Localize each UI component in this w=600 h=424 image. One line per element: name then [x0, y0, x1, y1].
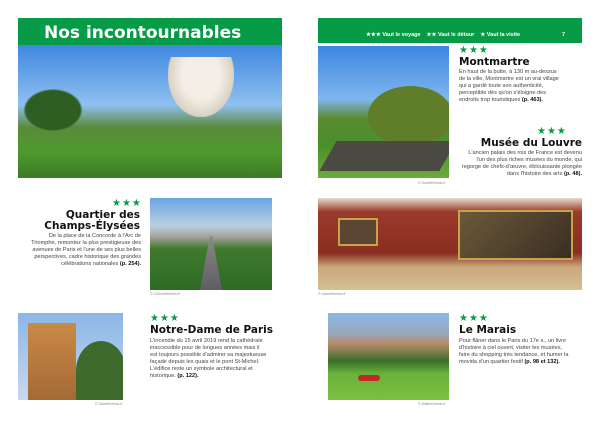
photo-credit: © Gardel/hemis.fr	[418, 181, 446, 185]
rating-stars: ★★★	[112, 198, 142, 209]
page-number: 7	[562, 32, 566, 38]
legend-item: ★★★ Vaut le voyage	[366, 32, 421, 38]
site-description: De la place de la Concorde à l'Arc de Triomphe, remontez la plus prestigieuse des avenues de Paris et l'une de ses plus belles perspectives, cadre historique des grandes célébrations nationales (p. 254).	[31, 233, 141, 267]
montmartre-photo	[318, 46, 449, 178]
right-header-bar	[318, 18, 582, 43]
notre-dame-photo	[18, 313, 123, 400]
site-title-champs-elysees: Quartier des Champs-Élysées	[44, 209, 140, 232]
site-title-montmartre: Montmartre	[459, 56, 530, 68]
site-description: En haut de la butte, à 130 m au-dessus de la ville, Montmartre est un vrai village qui a gardé toute son authenticité, perceptible dès qu'on s'éloigne des endroits trop touristiques (p. 463).	[459, 69, 559, 103]
site-title-louvre: Musée du Louvre	[480, 137, 582, 149]
site-description: L'incendie du 15 avril 2019 rend la cathédrale inaccessible pour de longues années mais il est toujours possible d'admirer sa majestueuse façade depuis les quais et le pont St-Michel. L'édifice reste un symbole architectural et historique. (p. 122).	[150, 338, 267, 379]
rating-legend	[366, 32, 520, 38]
page-title: Nos incontournables	[44, 23, 242, 43]
site-title-notre-dame: Notre-Dame de Paris	[150, 324, 274, 336]
photo-credit: © Chicurel/hemis.fr	[150, 292, 180, 296]
photo-credit: © Gardel/hemis.fr	[318, 292, 346, 296]
legend-item: ★★ Vaut le détour	[426, 32, 475, 38]
louvre-gallery-photo	[318, 198, 582, 290]
photo-credit: © Mattes/hemis.fr	[418, 402, 446, 406]
champs-elysees-photo	[150, 198, 272, 290]
site-title-le-marais: Le Marais	[459, 324, 517, 336]
sacre-coeur-photo	[18, 45, 282, 178]
site-description: Pour flâner dans le Paris du 17e s., un livre d'histoire à ciel ouvert, visiter les musées, faire du shopping très tendance, et humer la movida d'un quartier festif (p. 98 et 132).	[459, 338, 569, 365]
rating-stars: ★★★	[459, 313, 489, 324]
rating-stars: ★★★	[459, 45, 489, 56]
site-description: L'ancien palais des rois de France est devenu l'un des plus riches musées du monde, qui regorge de chefs-d'œuvre, éblouissante plongée dans l'histoire des arts (p. 48).	[461, 150, 582, 177]
rating-stars: ★★★	[150, 313, 180, 324]
legend-item: ★ Vaut la visite	[480, 32, 521, 38]
rating-stars: ★★★	[537, 126, 567, 137]
photo-credit: © Gardel/hemis.fr	[95, 402, 123, 406]
place-des-vosges-photo	[328, 313, 449, 400]
